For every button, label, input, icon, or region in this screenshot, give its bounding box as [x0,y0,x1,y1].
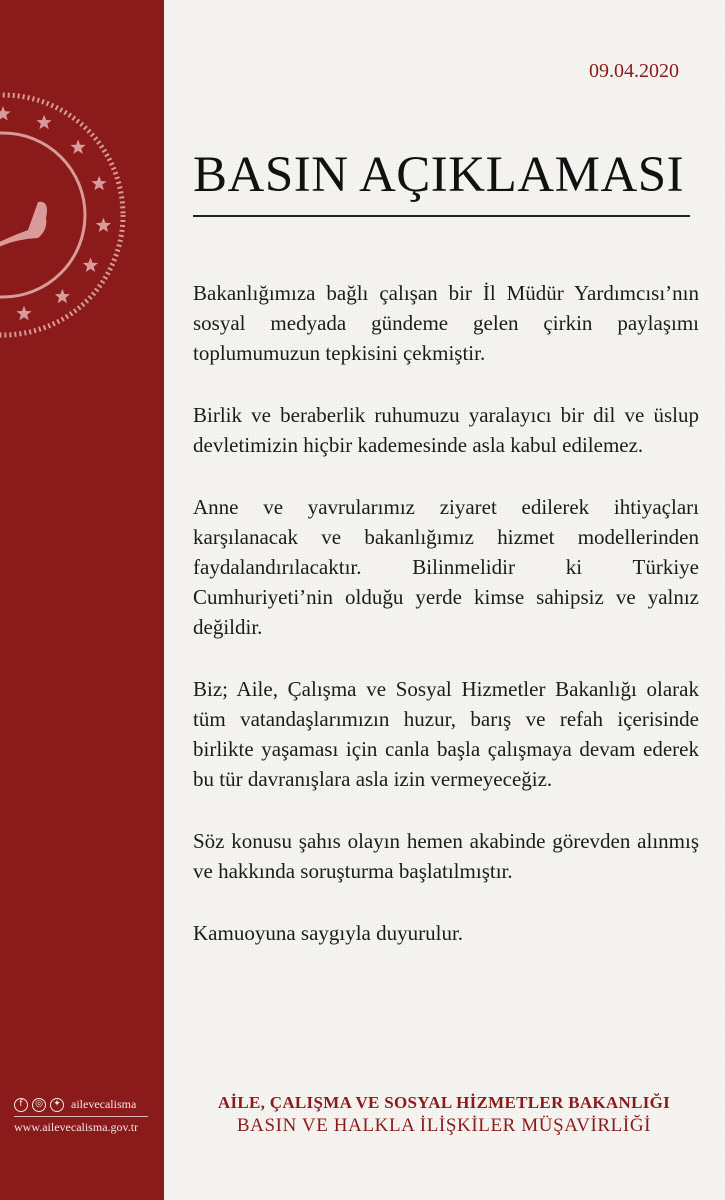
paragraph: Biz; Aile, Çalışma ve Sosyal Hizmetler Bakanlığı olarak tüm vatandaşlarımızın huzur, barış ve refah içerisinde birlikte yaşaması için canla başla çalışmaya devam ederek bu tür davranışlara asla izin vermeyeceğiz. [193,677,699,791]
closing-line: Kamuoyuna saygıyla duyurulur. [193,921,464,945]
paragraph: Bakanlığımıza bağlı çalışan bir İl Müdür Yardımcısı’nın sosyal medyada gündeme gelen çirkin paylaşımı toplumumuzun tepkisini çekmiştir. [193,281,699,365]
emblem-star-icon [70,139,85,154]
instagram-icon[interactable]: ◎ [32,1098,46,1112]
title-divider [193,215,690,217]
social-handle[interactable]: ailevecalisma [71,1097,137,1111]
release-date: 09.04.2020 [589,60,679,82]
paragraph: Anne ve yavrularımız ziyaret edilerek ihtiyaçları karşılanacak ve bakanlığımız hizmet modellerinden faydalandırılacaktır. Bilinmelidir ki Türkiye Cumhuriyeti’nin olduğu yerde kimse sahipsiz ve yalnız değildir. [193,495,699,639]
social-links [14,1097,154,1112]
website-link[interactable]: www.ailevecalisma.gov.tr [14,1120,139,1134]
page-title: BASIN AÇIKLAMASI [193,147,685,203]
ministry-name: AİLE, ÇALIŞMA VE SOSYAL HİZMETLER BAKANLIĞI [217,1093,671,1112]
emblem-star-icon [16,306,31,321]
emblem-star-icon [55,289,70,304]
emblem-star-icon [83,258,98,273]
statement-body [193,278,699,980]
ministry-emblem-icon [0,90,128,340]
signature-block [183,1093,705,1137]
paragraph: Söz konusu şahıs olayın hemen akabinde görevden alınmış ve hakkında soruşturma başlatılmıştır. [193,829,699,883]
sidebar [0,0,164,1200]
department-name: BASIN VE HALKLA İLİŞKİLER MÜŞAVİRLİĞİ [236,1115,652,1136]
emblem-star-icon [0,106,11,121]
emblem-star-icon [37,115,52,130]
emblem-star-icon [91,176,106,191]
social-divider [14,1116,148,1117]
twitter-icon[interactable]: ✦ [50,1098,64,1112]
facebook-icon[interactable]: f [14,1098,28,1112]
paragraph: Birlik ve beraberlik ruhumuzu yaralayıcı bir dil ve üslup devletimizin hiçbir kademesinde asla kabul edilemez. [193,403,699,457]
emblem-star-icon [96,218,111,232]
